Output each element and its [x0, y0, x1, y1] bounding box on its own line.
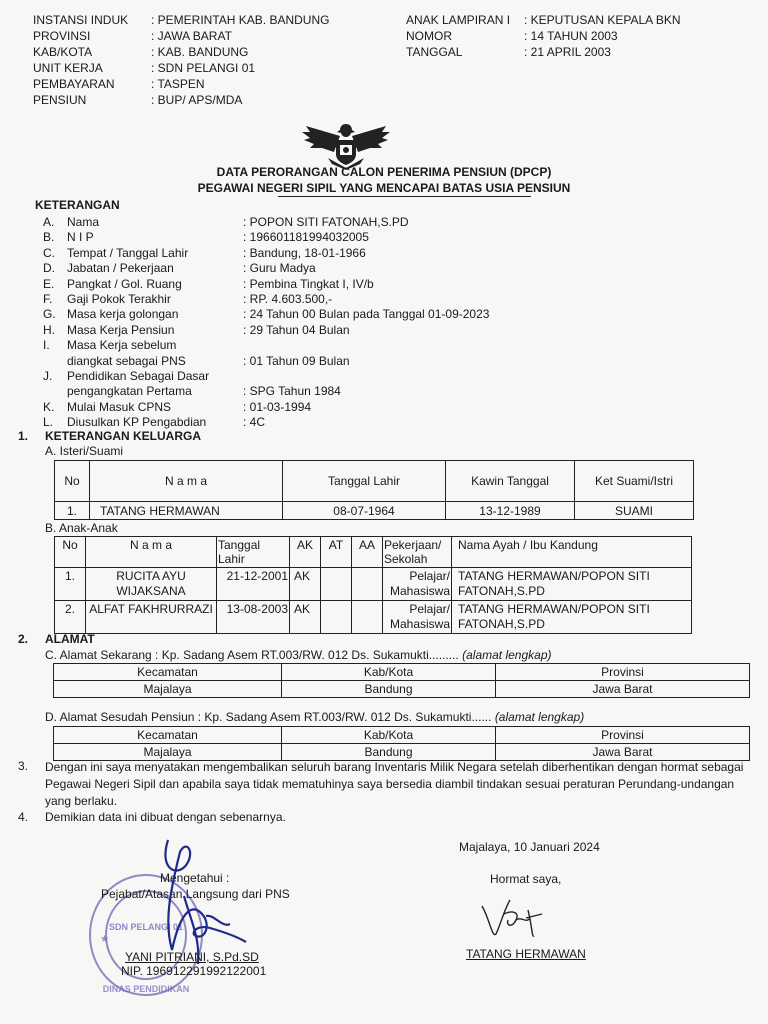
spouse-table	[54, 460, 694, 520]
header-left-row	[33, 60, 329, 76]
header-left-value: : KAB. BANDUNG	[151, 45, 249, 59]
child-header-aa: AA	[352, 537, 383, 568]
header-left-value: : JAWA BARAT	[151, 29, 232, 43]
keterangan-row	[43, 246, 489, 261]
garuda-emblem-icon	[300, 118, 392, 170]
spouse-subheading: A. Isteri/Suami	[45, 444, 124, 458]
section-1-title: KETERANGAN KELUARGA	[45, 429, 201, 443]
header-right-value: : KEPUTUSAN KEPALA BKN	[524, 13, 681, 27]
keterangan-label: diangkat sebagai PNS	[67, 353, 186, 368]
keterangan-value: : 29 Tahun 04 Bulan	[243, 322, 350, 337]
child-aa	[352, 568, 383, 601]
keterangan-row	[43, 323, 489, 338]
header-left-value: : SDN PELANGI 01	[151, 61, 256, 75]
keterangan-label: Masa Kerja sebelum	[67, 338, 177, 353]
keterangan-label: N I P	[67, 230, 94, 245]
keterangan-row	[43, 261, 489, 276]
child-birthdate: 13-08-2003	[217, 601, 290, 634]
child-header-parents: Nama Ayah / Ibu Kandung	[452, 537, 692, 568]
addr-d-provinsi: Jawa Barat	[496, 744, 750, 761]
children-subheading: B. Anak-Anak	[45, 521, 118, 535]
signature-right-icon	[476, 890, 552, 950]
child-parents: TATANG HERMAWAN/POPON SITI FATONAH,S.PD	[452, 601, 692, 634]
keterangan-value: : POPON SITI FATONAH,S.PD	[243, 215, 409, 229]
child-name: RUCITA AYU WIJAKSANA	[86, 568, 217, 601]
keterangan-value: : 01-03-1994	[243, 399, 312, 414]
header-left-value: : BUP/ APS/MDA	[151, 93, 243, 107]
keterangan-label: Pangkat / Gol. Ruang	[67, 276, 182, 291]
keterangan-value: : 196601181994032005	[243, 230, 369, 245]
stamp-outer-text: DINAS PENDIDIKAN	[102, 984, 190, 994]
addr-d-header-kecamatan: Kecamatan	[54, 727, 282, 744]
keterangan-label: Masa Kerja Pensiun	[67, 322, 175, 337]
addr-c-provinsi: Jawa Barat	[496, 681, 750, 698]
child-parents: TATANG HERMAWAN/POPON SITI FATONAH,S.PD	[452, 568, 692, 601]
keterangan-value: : RP. 4.603.500,-	[243, 291, 333, 306]
keterangan-heading: KETERANGAN	[35, 198, 120, 212]
spouse-married: 13-12-1989	[446, 502, 575, 520]
spouse-header-birthdate: Tanggal Lahir	[283, 461, 446, 502]
keterangan-label: Pendidikan Sebagai Dasar	[67, 368, 210, 383]
child-row	[55, 568, 692, 601]
header-left-label: PEMBAYARAN	[33, 77, 115, 91]
keterangan-letter: F.	[43, 291, 53, 306]
keterangan-letter: G.	[43, 307, 56, 322]
keterangan-row	[43, 307, 489, 322]
keterangan-label: Mulai Masuk CPNS	[67, 399, 172, 414]
address-after-table	[53, 726, 750, 761]
addr-c-kabkota: Bandung	[282, 681, 496, 698]
child-ak: AK	[290, 601, 321, 634]
child-aa	[352, 601, 383, 634]
section-4-number: 4.	[18, 810, 29, 824]
keterangan-letter: J.	[43, 368, 53, 383]
address-current-text: C. Alamat Sekarang : Kp. Sadang Asem RT.003/RW. 012 Ds. Sukamukti.........	[45, 648, 459, 662]
stamp-inner-text: SDN PELANGI 01	[108, 922, 184, 932]
section-2-title: ALAMAT	[45, 632, 95, 646]
keterangan-value: : 24 Tahun 00 Bulan pada Tanggal 01-09-2023	[243, 307, 490, 322]
keterangan-label: pengangkatan Pertama	[67, 384, 192, 399]
signer-left-name-text: YANI PITRIANI, S.Pd.SD	[125, 950, 259, 964]
header-right-value: : 14 TAHUN 2003	[524, 29, 618, 43]
keterangan-value: : Pembina Tingkat I, IV/b	[243, 276, 374, 291]
header-right-row	[406, 44, 681, 60]
keterangan-value: : Bandung, 18-01-1966	[243, 245, 366, 260]
address-current-note: (alamat lengkap)	[462, 648, 552, 662]
signer-left-nip: NIP. 196912291992122001	[121, 964, 267, 978]
keterangan-letter	[43, 384, 67, 399]
keterangan-letter: E.	[43, 276, 55, 291]
child-header-at: AT	[321, 537, 352, 568]
header-right-value: : 21 APRIL 2003	[524, 45, 611, 59]
title-line-2: PEGAWAI NEGERI SIPIL YANG MENCAPAI BATAS USIA PENSIUN	[197, 181, 571, 195]
spouse-header-no: No	[55, 461, 90, 502]
keterangan-label: Tempat / Tanggal Lahir	[67, 245, 189, 260]
section-3-text: Dengan ini saya menyatakan mengembalikan seluruh barang Inventaris Milik Negara setelah diberhentikan dengan hormat sebagai Pegawai Negeri Sipil dan apabila saya tidak mematuhinya saya bersedia diambil tindakan sesuai peraturan Perundang-undangan yang berlaku.	[45, 760, 744, 808]
child-header-ak: AK	[290, 537, 321, 568]
child-ak: AK	[290, 568, 321, 601]
place-date: Majalaya, 10 Januari 2024	[459, 840, 600, 854]
keterangan-value	[243, 338, 489, 353]
keterangan-label: Nama	[67, 215, 100, 229]
signer-left-name	[125, 950, 259, 964]
addr-c-header-kecamatan: Kecamatan	[54, 664, 282, 681]
child-no: 1.	[55, 568, 86, 601]
keterangan-value: : Guru Madya	[243, 261, 316, 276]
child-header-job: Pekerjaan/ Sekolah	[383, 537, 452, 568]
header-right-label: TANGGAL	[406, 45, 463, 59]
address-after-text: D. Alamat Sesudah Pensiun : Kp. Sadang Asem RT.003/RW. 012 Ds. Sukamukti......	[45, 710, 492, 724]
child-at	[321, 601, 352, 634]
header-right-table	[406, 12, 681, 60]
spouse-name: TATANG HERMAWAN	[90, 502, 283, 520]
keterangan-label: Gaji Pokok Terakhir	[67, 291, 171, 306]
keterangan-letter: D.	[43, 261, 55, 276]
child-header-no: No	[55, 537, 86, 568]
section-1-number: 1.	[18, 429, 29, 443]
spouse-status: SUAMI	[575, 502, 694, 520]
child-header-name: N a m a	[86, 537, 217, 568]
keterangan-row	[43, 400, 489, 415]
keterangan-letter	[43, 354, 67, 369]
spouse-header-name: N a m a	[90, 461, 283, 502]
header-right-row	[406, 28, 681, 44]
keterangan-letter: H.	[43, 322, 55, 337]
keterangan-row	[43, 354, 489, 369]
keterangan-row	[43, 230, 489, 245]
keterangan-letter: C.	[43, 245, 55, 260]
keterangan-letter: K.	[43, 399, 55, 414]
keterangan-table	[43, 215, 489, 430]
header-left-row	[33, 28, 329, 44]
addr-c-kecamatan: Majalaya	[54, 681, 282, 698]
acknowledged-label: Mengetahui :	[160, 871, 230, 885]
keterangan-row	[43, 384, 489, 399]
spouse-row	[55, 502, 694, 520]
section-3-number: 3.	[18, 759, 29, 773]
keterangan-letter: A.	[43, 215, 55, 229]
addr-d-kabkota: Bandung	[282, 744, 496, 761]
header-left-value: : PEMERINTAH KAB. BANDUNG	[151, 13, 330, 27]
header-left-label: PROVINSI	[33, 29, 91, 43]
children-table	[54, 536, 692, 634]
child-no: 2.	[55, 601, 86, 634]
keterangan-row	[43, 277, 489, 292]
section-4-text: Demikian data ini dibuat dengan sebenarnya.	[45, 810, 286, 824]
addr-d-kecamatan: Majalaya	[54, 744, 282, 761]
closing-greeting: Hormat saya,	[490, 872, 562, 886]
addr-d-header-provinsi: Provinsi	[496, 727, 750, 744]
header-left-label: KAB/KOTA	[33, 45, 93, 59]
header-left-label: UNIT KERJA	[33, 61, 103, 75]
spouse-no: 1.	[55, 502, 90, 520]
spouse-header-status: Ket Suami/Istri	[575, 461, 694, 502]
header-left-row	[33, 44, 329, 60]
keterangan-value: : 01 Tahun 09 Bulan	[243, 353, 350, 368]
child-name: ALFAT FAKHRURRAZI	[86, 601, 217, 634]
header-left-label: PENSIUN	[33, 93, 87, 107]
addr-c-header-provinsi: Provinsi	[496, 664, 750, 681]
section-2-number: 2.	[18, 632, 29, 646]
keterangan-row	[43, 292, 489, 307]
child-job: Pelajar/ Mahasiswa	[383, 601, 452, 634]
address-current-table	[53, 663, 750, 698]
keterangan-value: : SPG Tahun 1984	[243, 384, 341, 399]
header-right-label: ANAK LAMPIRAN I	[406, 13, 511, 27]
header-left-value: : TASPEN	[151, 77, 205, 91]
child-row	[55, 601, 692, 634]
address-current-line	[45, 648, 552, 662]
addr-d-header-kabkota: Kab/Kota	[282, 727, 496, 744]
child-birthdate: 21-12-2001	[217, 568, 290, 601]
keterangan-label: Masa kerja golongan	[67, 307, 179, 322]
title-line-1: DATA PERORANGAN CALON PENERIMA PENSIUN (DPCP)	[216, 165, 552, 179]
keterangan-label: Jabatan / Pekerjaan	[67, 261, 174, 276]
child-at	[321, 568, 352, 601]
keterangan-row	[43, 369, 489, 384]
header-left-row	[33, 12, 329, 28]
title-underline	[278, 196, 531, 197]
address-after-line	[45, 710, 584, 724]
header-right-label: NOMOR	[406, 29, 452, 43]
keterangan-letter: B.	[43, 230, 55, 245]
keterangan-row	[43, 215, 489, 230]
signer-right-name-text: TATANG HERMAWAN	[466, 947, 586, 961]
superior-label: Pejabat/Atasan Langsung dari PNS	[101, 887, 290, 901]
address-after-note: (alamat lengkap)	[494, 710, 585, 724]
child-header-birthdate: Tanggal Lahir	[217, 537, 290, 568]
keterangan-label: Diusulkan KP Pengabdian	[67, 415, 207, 430]
keterangan-value	[243, 369, 489, 384]
keterangan-row	[43, 338, 489, 353]
keterangan-value: : 4C	[243, 415, 266, 430]
keterangan-letter: L.	[43, 415, 54, 430]
header-left-row	[33, 92, 329, 108]
stamp-star-icon: ★	[100, 934, 109, 945]
child-job: Pelajar/ Mahasiswa	[383, 568, 452, 601]
header-right-row	[406, 12, 681, 28]
signer-right-name	[466, 947, 586, 961]
addr-c-header-kabkota: Kab/Kota	[282, 664, 496, 681]
header-left-label: INSTANSI INDUK	[33, 13, 129, 27]
spouse-header-married: Kawin Tanggal	[446, 461, 575, 502]
header-left-row	[33, 76, 329, 92]
spouse-birthdate: 08-07-1964	[283, 502, 446, 520]
keterangan-letter: I.	[43, 338, 50, 353]
header-left-table	[33, 12, 329, 108]
